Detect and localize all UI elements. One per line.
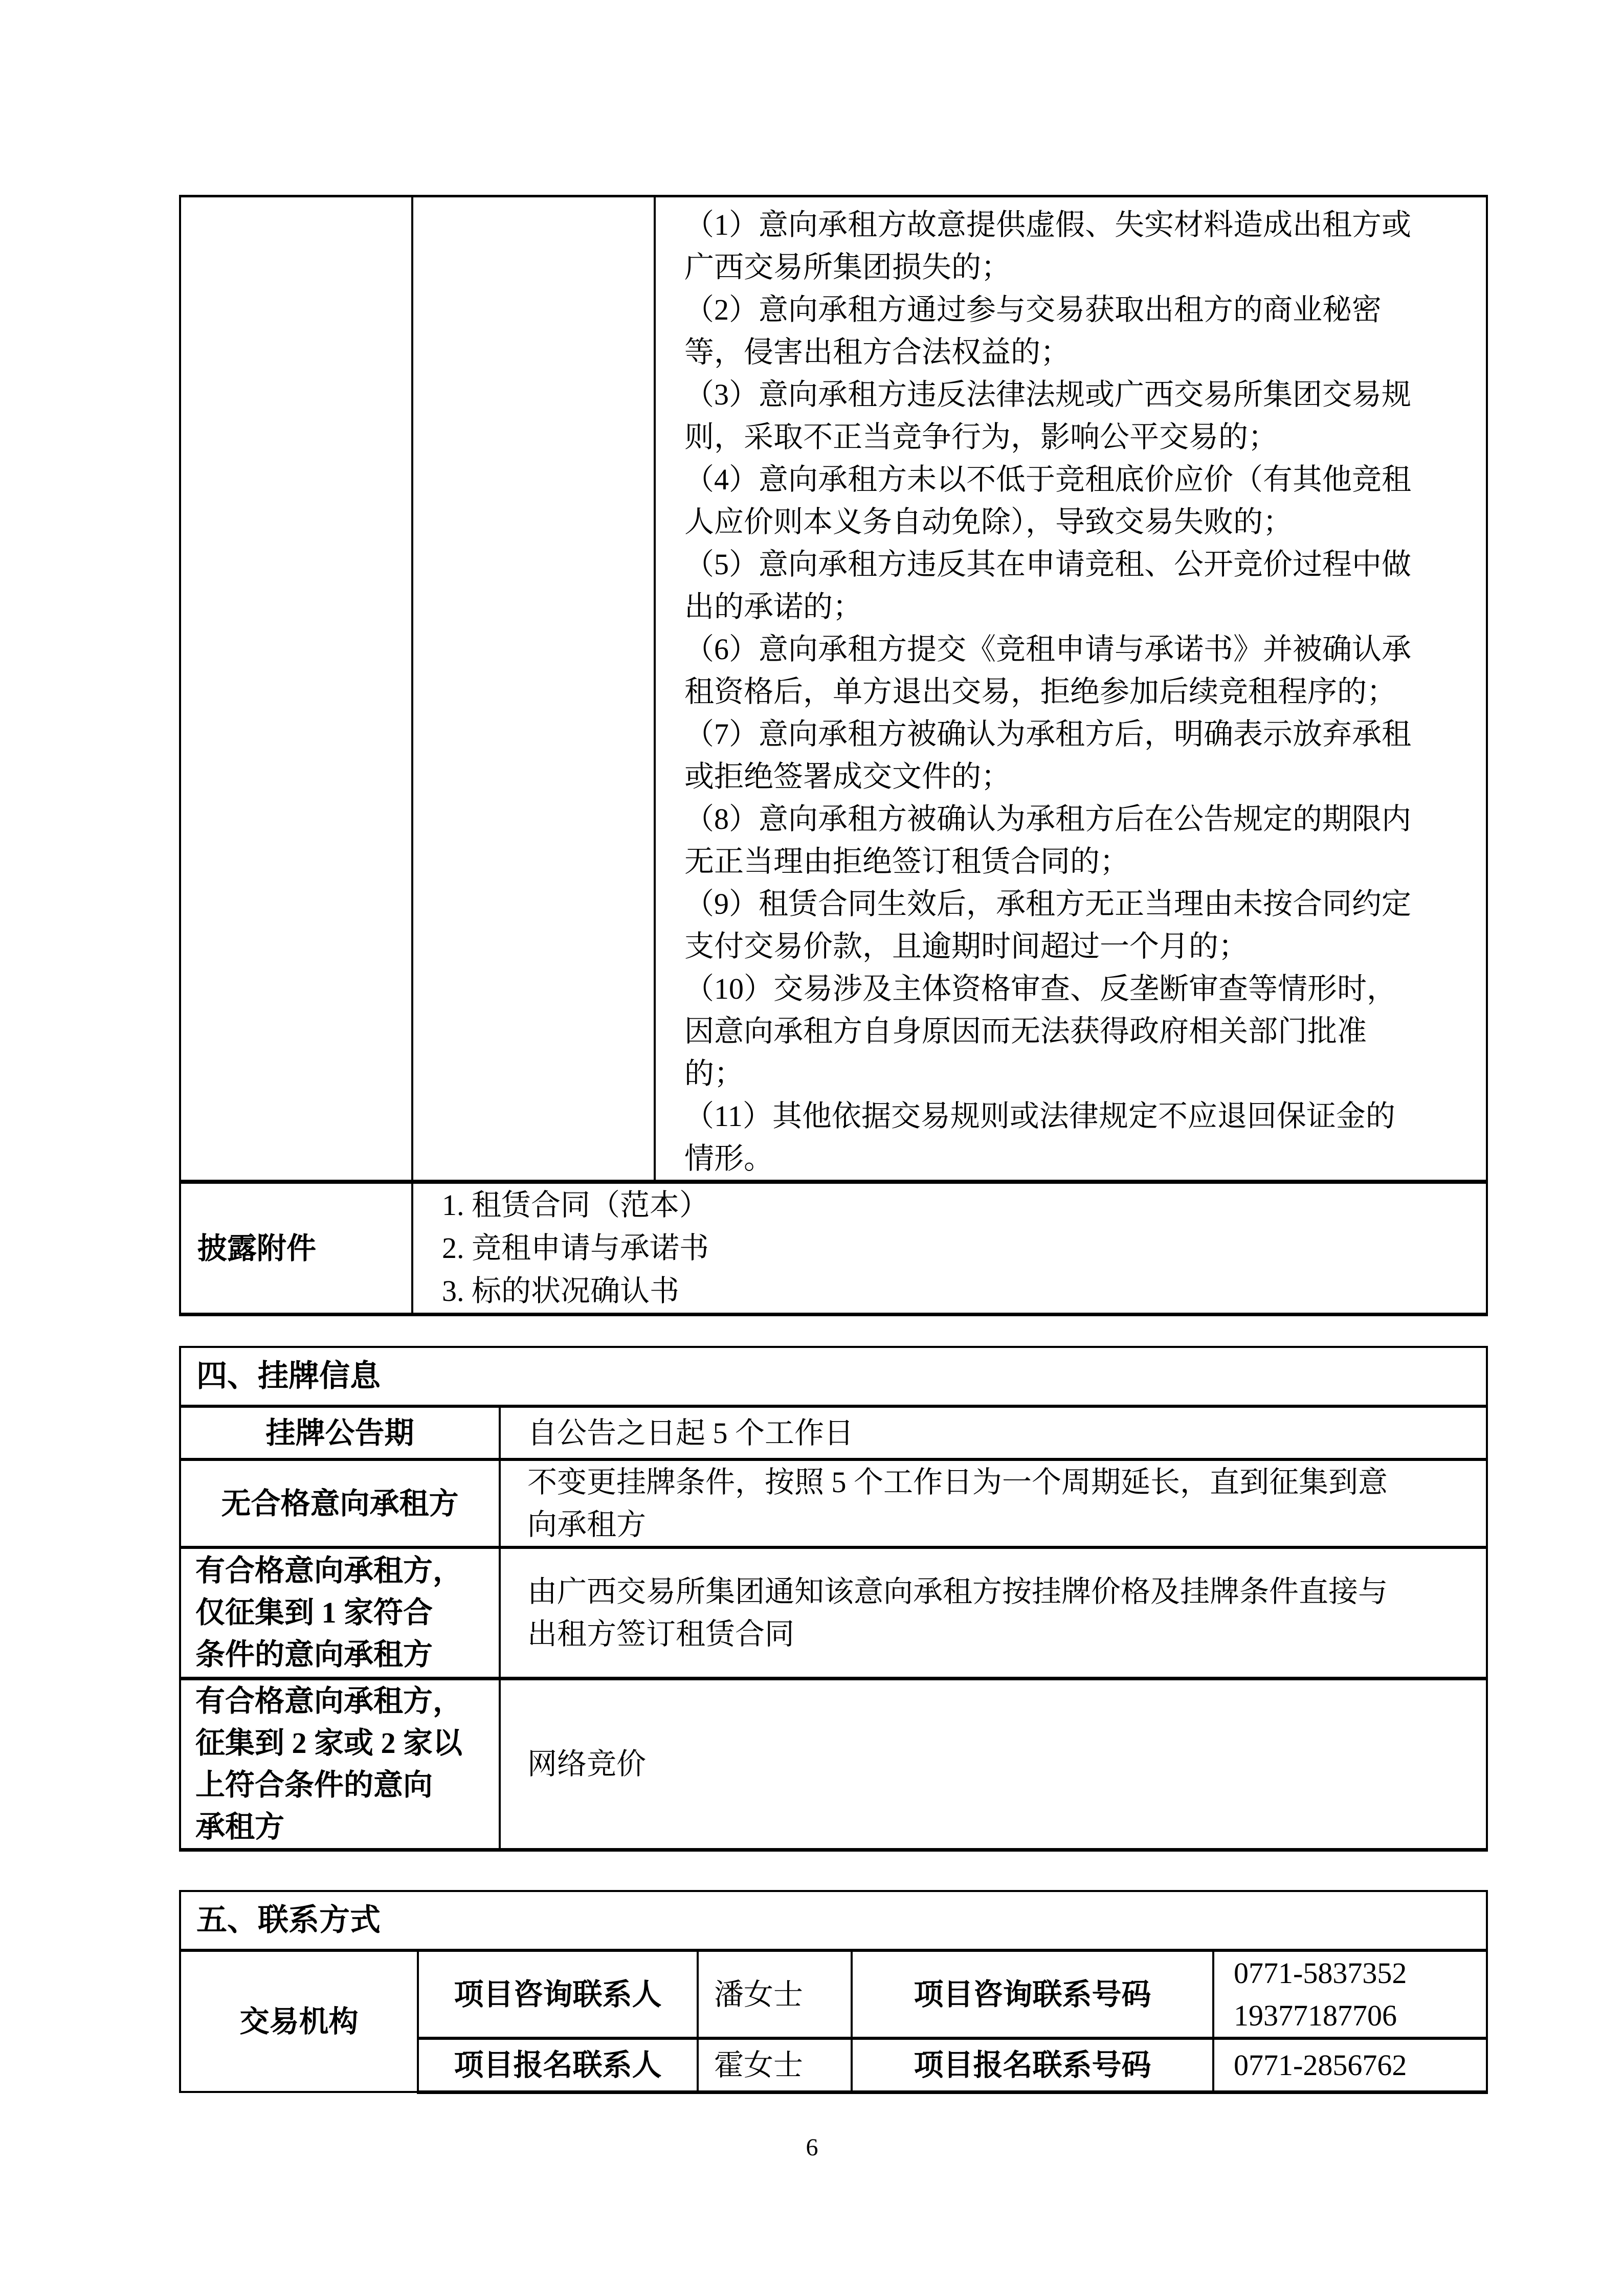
clause-line: 或拒绝签署成交文件的； xyxy=(684,760,1011,793)
attachment-item: 1. 租赁合同（范本） xyxy=(442,1188,709,1222)
label-line: 有合格意向承租方， xyxy=(195,1684,463,1718)
consult-phone-label: 项目咨询联系号码 xyxy=(852,1950,1213,2038)
clause-line: 广西交易所集团损失的； xyxy=(684,251,1011,284)
contact-info-title: 五、联系方式 xyxy=(180,1891,1487,1950)
clause-line: 则，采取不正当竞争行为，影响公平交易的； xyxy=(684,420,1278,454)
trading-org-label: 交易机构 xyxy=(180,1950,418,2092)
contact-info-header-row xyxy=(180,1891,1487,1950)
clause-line: （9）租赁合同生效后，承租方无正当理由未按合同约定 xyxy=(684,887,1412,920)
table-row xyxy=(180,1547,1487,1678)
one-qualified-tenant-value xyxy=(500,1547,1487,1678)
listing-info-header-row xyxy=(180,1347,1487,1406)
one-qualified-tenant-label xyxy=(180,1547,500,1678)
table-row xyxy=(180,1678,1487,1850)
table-row xyxy=(180,1950,1487,2038)
table-row xyxy=(180,1406,1487,1459)
contact-info-table xyxy=(179,1890,1488,2094)
multiple-qualified-tenants-label xyxy=(180,1678,500,1850)
value-line: 由广西交易所集团通知该意向承租方按挂牌价格及挂牌条件直接与 xyxy=(527,1574,1388,1608)
label-line: 征集到 2 家或 2 家以 xyxy=(195,1726,463,1760)
deposit-clauses-cell xyxy=(655,196,1487,1182)
label-line: 承租方 xyxy=(195,1810,285,1843)
consult-contact-name: 潘女士 xyxy=(698,1950,852,2038)
empty-sublabel-cell xyxy=(412,196,655,1182)
clause-line: 人应价则本义务自动免除），导致交易失败的； xyxy=(684,505,1293,538)
attachment-item: 2. 竞租申请与承诺书 xyxy=(442,1231,709,1265)
phone-number: 0771-2856762 xyxy=(1234,2048,1407,2082)
clause-line: 无正当理由拒绝签订租赁合同的； xyxy=(684,845,1130,878)
clause-line: （8）意向承租方被确认为承租方后在公告规定的期限内 xyxy=(684,802,1412,836)
clause-line: 等，侵害出租方合法权益的； xyxy=(684,335,1071,369)
clause-line: （5）意向承租方违反其在申请竞租、公开竞价过程中做 xyxy=(684,548,1412,581)
clause-line: （10）交易涉及主体资格审查、反垄断审查等情形时， xyxy=(684,972,1397,1005)
phone-number: 0771-5837352 xyxy=(1234,1956,1407,1990)
clause-line: 出的承诺的； xyxy=(684,590,863,623)
label-line: 上符合条件的意向 xyxy=(195,1768,433,1802)
signup-phone-label: 项目报名联系号码 xyxy=(852,2038,1213,2092)
signup-contact-role: 项目报名联系人 xyxy=(418,2038,698,2092)
table-row xyxy=(180,1459,1487,1547)
listing-info-title: 四、挂牌信息 xyxy=(180,1347,1487,1406)
clause-line: （6）意向承租方提交《竞租申请与承诺书》并被确认承 xyxy=(684,633,1412,666)
value-line: 向承租方 xyxy=(527,1508,647,1541)
value-line: 出租方签订租赁合同 xyxy=(527,1617,795,1651)
no-qualified-tenant-value xyxy=(500,1459,1487,1547)
label-line: 条件的意向承租方 xyxy=(195,1637,433,1671)
clause-line: （2）意向承租方通过参与交易获取出租方的商业秘密 xyxy=(684,293,1382,326)
clause-line: （4）意向承租方未以不低于竞租底价应价（有其他竞租 xyxy=(684,463,1412,496)
clause-line: 情形。 xyxy=(684,1142,774,1175)
value-line: 不变更挂牌条件，按照 5 个工作日为一个周期延长，直到征集到意 xyxy=(527,1466,1388,1499)
label-line: 有合格意向承租方， xyxy=(195,1554,463,1587)
clause-line: （3）意向承租方违反法律法规或广西交易所集团交易规 xyxy=(684,378,1412,411)
consult-phone-numbers xyxy=(1213,1950,1487,2038)
clause-line: 的； xyxy=(684,1057,744,1090)
clause-line: 因意向承租方自身原因而无法获得政府相关部门批准 xyxy=(684,1015,1367,1048)
deposit-clause-table xyxy=(179,195,1488,1316)
clause-line: （11）其他依据交易规则或法律规定不应退回保证金的 xyxy=(684,1099,1395,1133)
no-qualified-tenant-label: 无合格意向承租方 xyxy=(180,1459,500,1547)
phone-number: 19377187706 xyxy=(1234,1999,1397,2032)
label-line: 仅征集到 1 家符合 xyxy=(195,1595,433,1629)
clause-line: 支付交易价款，且逾期时间超过一个月的； xyxy=(684,930,1249,963)
attachments-label: 披露附件 xyxy=(180,1182,412,1315)
listing-info-table xyxy=(179,1346,1488,1852)
page-number: 6 xyxy=(806,2134,818,2161)
signup-phone-numbers xyxy=(1213,2038,1487,2092)
deposit-clause-row xyxy=(180,196,1487,1182)
clause-line: 租资格后，单方退出交易，拒绝参加后续竞租程序的； xyxy=(684,675,1397,708)
clause-line: （1）意向承租方故意提供虚假、失实材料造成出租方或 xyxy=(684,208,1412,241)
attachments-list-cell xyxy=(412,1182,1487,1315)
signup-contact-name: 霍女士 xyxy=(698,2038,852,2092)
clause-line: （7）意向承租方被确认为承租方后，明确表示放弃承租 xyxy=(684,717,1412,751)
listing-period-label: 挂牌公告期 xyxy=(180,1406,500,1459)
multiple-qualified-tenants-value: 网络竞价 xyxy=(500,1678,1487,1850)
consult-contact-role: 项目咨询联系人 xyxy=(418,1950,698,2038)
empty-label-cell xyxy=(180,196,412,1182)
attachments-row xyxy=(180,1182,1487,1315)
listing-period-value: 自公告之日起 5 个工作日 xyxy=(500,1406,1487,1459)
attachment-item: 3. 标的状况确认书 xyxy=(442,1274,680,1308)
